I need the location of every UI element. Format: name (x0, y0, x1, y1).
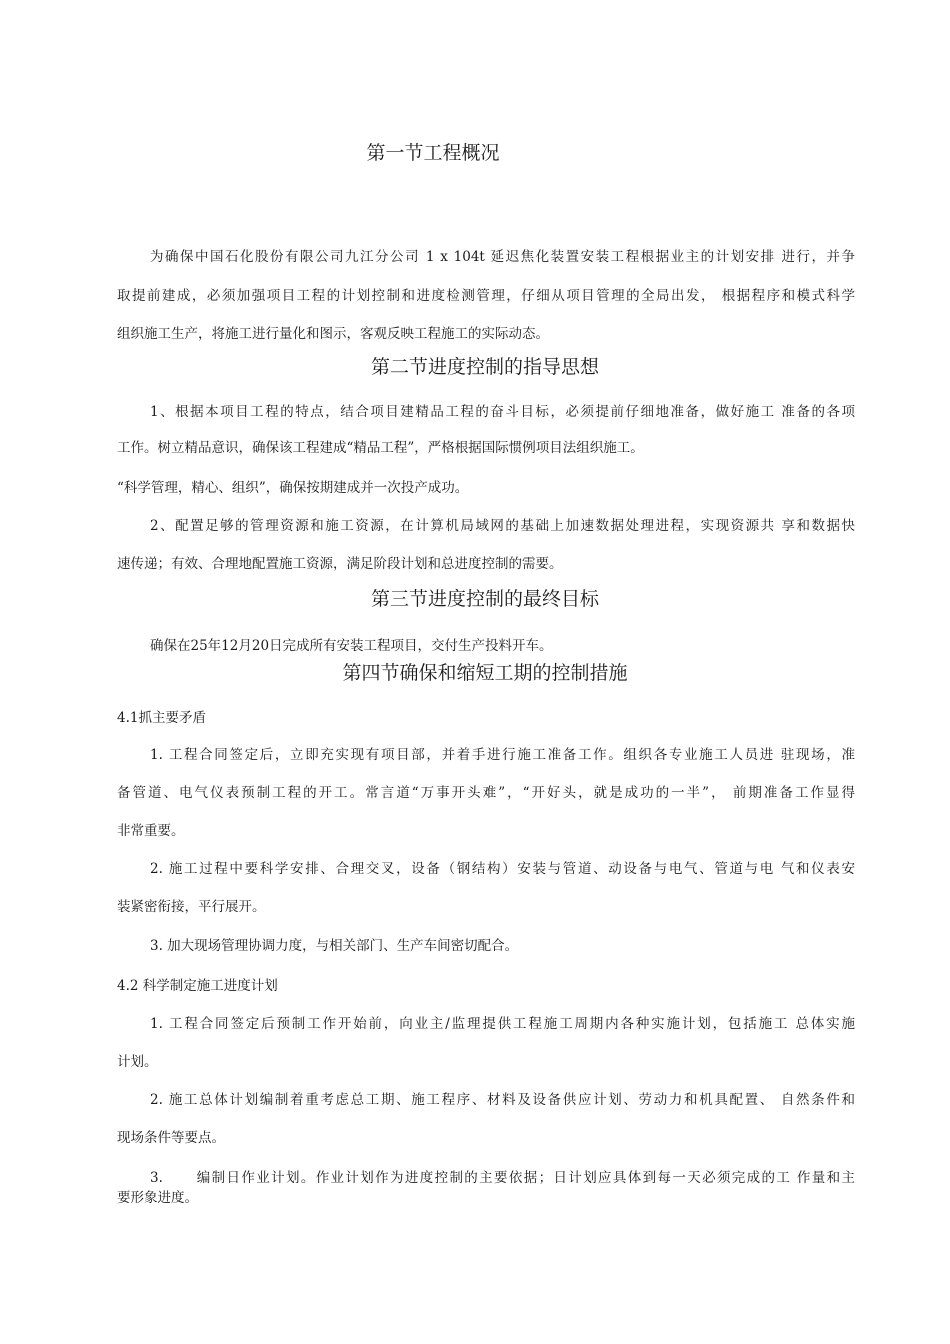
paragraph-line: 计划。 (117, 1054, 158, 1070)
subsection-heading: 4.1抓主要矛盾 (117, 710, 206, 726)
paragraph-line: 非常重要。 (117, 823, 185, 839)
paragraph-line: “科学管理，精心、组织”，确保按期建成并一次投产成功。 (117, 480, 469, 496)
paragraph-line: 确保在25年12月20日完成所有安装工程项目，交付生产投料开车。 (150, 638, 553, 654)
paragraph-line: 要形象进度。 (117, 1190, 198, 1206)
paragraph-line: 装紧密衔接，平行展开。 (117, 899, 266, 915)
section-title: 第四节确保和缩短工期的控制措施 (342, 662, 628, 684)
paragraph-line: 3. 加大现场管理协调力度，与相关部门、生产车间密切配合。 (150, 938, 519, 954)
paragraph-line: 速传递；有效、合理地配置施工资源，满足阶段计划和总进度控制的需要。 (117, 556, 563, 572)
paragraph-line: 组织施工生产，将施工进行量化和图示，客观反映工程施工的实际动态。 (117, 326, 549, 342)
section-title: 第三节进度控制的最终目标 (370, 588, 599, 610)
paragraph-line: 工作。树立精品意识，确保该工程建成“精品工程”，严格根据国际惯例项目法组织施工。 (117, 440, 644, 456)
paragraph-line: 为确保中国石化股份有限公司九江分公司 1 x 104t 延迟焦化装置安装工程根据业主的计划安排 进行，并争 (150, 249, 855, 265)
subsection-heading: 4.2 科学制定施工进度计划 (117, 978, 278, 994)
section-title: 第一节工程概况 (366, 142, 500, 164)
paragraph-line: 2、配置足够的管理资源和施工资源，在计算机局域网的基础上加速数据处理进程，实现资源共 享和数据快 (150, 518, 855, 534)
paragraph-line: 2. 施工过程中要科学安排、合理交叉，设备（钢结构）安装与管道、动设备与电气、管道与电 气和仪表安 (150, 861, 855, 877)
paragraph-line: 取提前建成，必须加强项目工程的计划控制和进度检测管理，仔细从项目管理的全局出发， 根据程序和模式科学 (117, 288, 855, 304)
paragraph-line: 3. 编制日作业计划。作业计划作为进度控制的主要依据；日计划应具体到每一天必须完成的工 作量和主 (150, 1170, 855, 1186)
paragraph-line: 备管道、电气仪表预制工程的开工。常言道“万事开头难”，“开好头，就是成功的一半”， 前期准备工作显得 (117, 785, 855, 801)
paragraph-line: 1、根据本项目工程的特点，结合项目建精品工程的奋斗目标，必须提前仔细地准备，做好施工 准备的各项 (150, 404, 855, 420)
paragraph-line: 1. 工程合同签定后，立即充实现有项目部，并着手进行施工准备工作。组织各专业施工人员进 驻现场，准 (150, 747, 855, 763)
paragraph-line: 1. 工程合同签定后预制工作开始前，向业主/监理提供工程施工周期内各种实施计划，包括施工 总体实施 (150, 1016, 855, 1032)
section-title: 第二节进度控制的指导思想 (370, 356, 599, 378)
paragraph-line: 2. 施工总体计划编制着重考虑总工期、施工程序、材料及设备供应计划、劳动力和机具配置、 自然条件和 (150, 1092, 855, 1108)
paragraph-line: 现场条件等要点。 (117, 1130, 225, 1146)
